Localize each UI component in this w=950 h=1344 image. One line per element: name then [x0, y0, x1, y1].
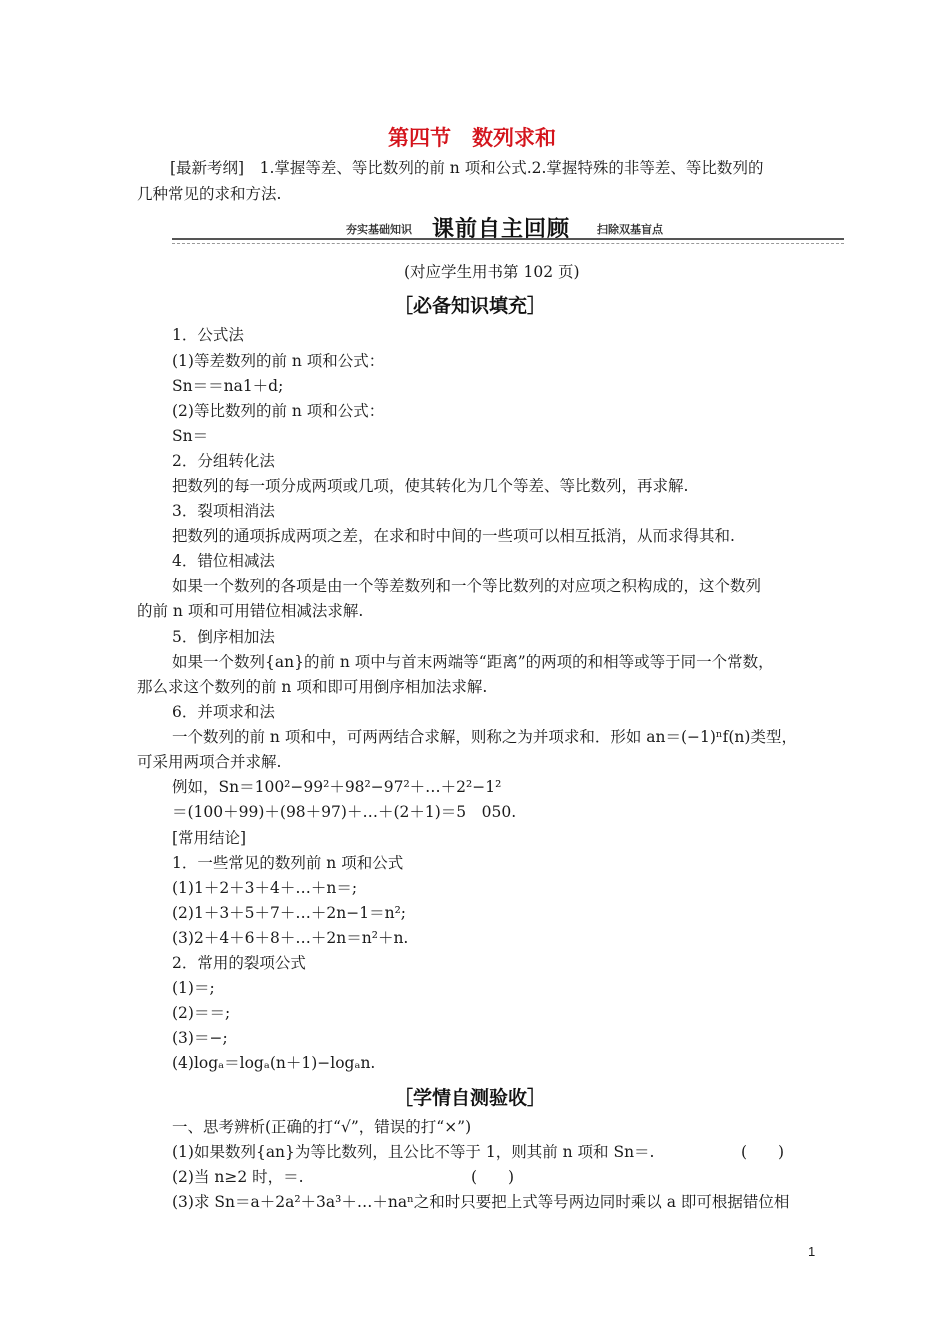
body-line: (4)logₐ＝logₐ(n＋1)−logₐn.	[172, 1054, 376, 1072]
body-line: 1．公式法	[172, 326, 244, 344]
body-line: ＝(100＋99)＋(98＋97)＋…＋(2＋1)＝5 050.	[172, 803, 517, 821]
body-line: (1)等差数列的前 n 项和公式：	[172, 352, 385, 370]
section-heading-knowledge: ［必备知识填充］	[394, 295, 547, 317]
self-test-line: (3)求 Sn＝a＋2a²＋3a³＋…＋naⁿ之和时只要把上式等号两边同时乘以 a 即可根据错位相	[172, 1193, 790, 1211]
body-line: 如果一个数列的各项是由一个等差数列和一个等比数列的对应项之积构成的，这个数列	[172, 577, 762, 595]
body-line: 可采用两项合并求解.	[137, 753, 282, 771]
body-line: 把数列的通项拆成两项之差，在求和时中间的一些项可以相互抵消，从而求得其和.	[172, 527, 735, 545]
banner-rule	[172, 238, 844, 240]
body-line: 1．一些常见的数列前 n 项和公式	[172, 854, 404, 872]
body-line: (2)等比数列的前 n 项和公式：	[172, 402, 385, 420]
body-line: 2．分组转化法	[172, 452, 275, 470]
body-line: 一个数列的前 n 项和中，可两两结合求解，则称之为并项求和．形如 an＝(−1)ⁿf(n)类型，	[172, 728, 797, 746]
body-line: 3．裂项相消法	[172, 502, 275, 520]
body-line: [常用结论]	[172, 829, 247, 847]
body-line: 6．并项求和法	[172, 703, 275, 721]
self-test-line: 一、思考辨析(正确的打“√”，错误的打“×”)	[172, 1118, 472, 1136]
banner-rule-shadow	[172, 243, 844, 244]
banner-left-text: 夯实基础知识	[346, 223, 412, 236]
body-line: Sn＝＝na1＋d;	[172, 377, 284, 395]
body-line: 把数列的每一项分成两项或几项，使其转化为几个等差、等比数列，再求解.	[172, 477, 689, 495]
body-line: (1)1＋2＋3＋4＋…＋n＝;	[172, 879, 358, 897]
body-line: (1)＝;	[172, 979, 215, 997]
body-line: 2．常用的裂项公式	[172, 954, 306, 972]
body-line: 的前 n 项和可用错位相减法求解.	[137, 602, 364, 620]
body-line: 如果一个数列{an}的前 n 项中与首末两端等“距离”的两项的和相等或等于同一个常数，	[172, 653, 774, 671]
body-line: (3)2＋4＋6＋8＋…＋2n＝n²＋n.	[172, 929, 409, 947]
body-line: Sn＝	[172, 427, 209, 445]
answer-blank[interactable]: ( )	[741, 1143, 785, 1161]
page-reference: (对应学生用书第 102 页)	[404, 263, 580, 281]
body-line: (2)1＋3＋5＋7＋…＋2n−1＝n²;	[172, 904, 407, 922]
answer-blank[interactable]: ( )	[471, 1168, 515, 1186]
body-line: (2)＝＝;	[172, 1004, 231, 1022]
page-number: 1	[808, 1244, 816, 1259]
body-line: 4．错位相减法	[172, 552, 275, 570]
self-test-line: (1)如果数列{an}为等比数列，且公比不等于 1，则其前 n 项和 Sn＝.	[172, 1143, 655, 1161]
banner-right-text: 扫除双基盲点	[597, 223, 663, 236]
body-line: (3)＝−;	[172, 1029, 228, 1047]
body-line: 那么求这个数列的前 n 项和即可用倒序相加法求解.	[137, 678, 488, 696]
body-line: 例如，Sn＝100²−99²＋98²−97²＋…＋2²−1²	[172, 778, 502, 796]
banner-title: 课前自主回顾	[432, 217, 571, 242]
syllabus-line-2: 几种常见的求和方法.	[137, 185, 282, 203]
syllabus-line-1: [最新考纲] 1.掌握等差、等比数列的前 n 项和公式.2.掌握特殊的非等差、等比数列的	[170, 159, 764, 177]
section-heading-self-test: ［学情自测验收］	[394, 1087, 547, 1109]
self-test-line: (2)当 n≥2 时，＝.	[172, 1168, 304, 1186]
body-line: 5．倒序相加法	[172, 628, 275, 646]
page-title: 第四节 数列求和	[388, 126, 556, 150]
